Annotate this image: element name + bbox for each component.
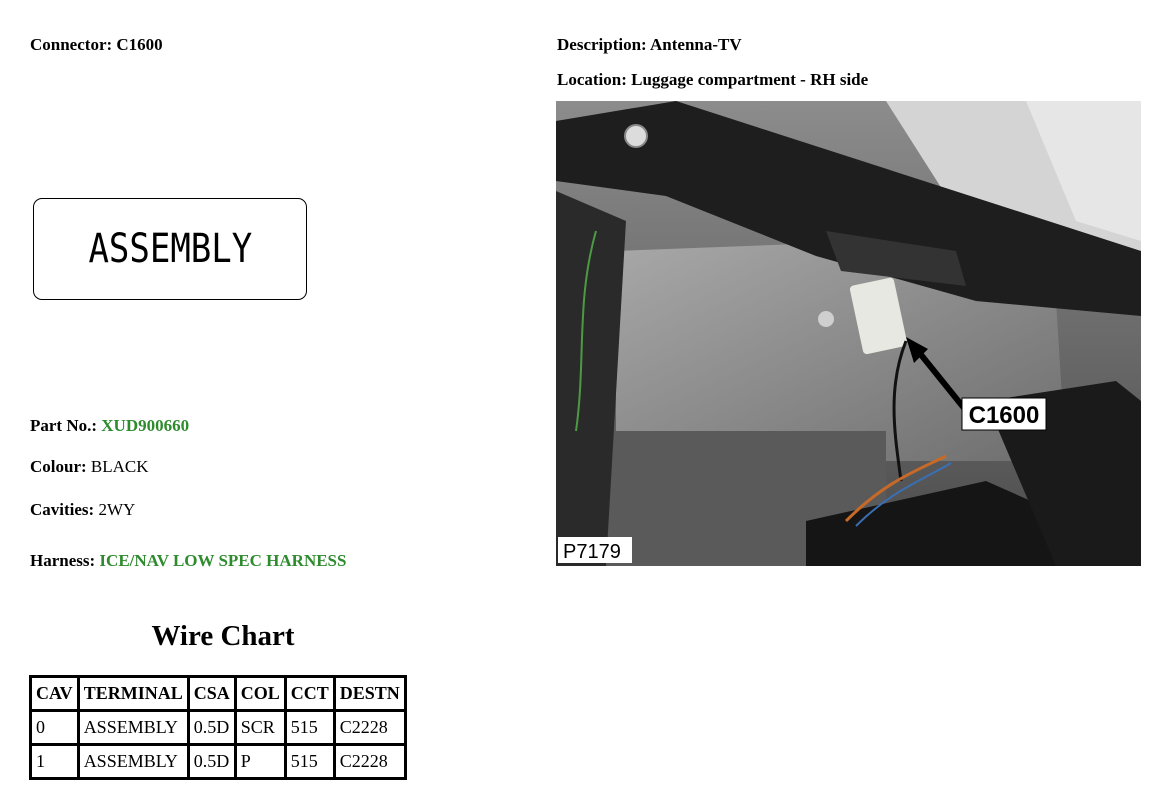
part-number-label: Part No.: (30, 416, 98, 435)
cell-cav: 1 (31, 745, 79, 779)
location-line (557, 70, 868, 90)
header-col: COL (235, 677, 285, 711)
location-photo (556, 101, 1141, 566)
wire-chart-title: Wire Chart (151, 620, 295, 652)
cavities-label: Cavities: (30, 500, 95, 519)
cell-cct: 515 (285, 745, 334, 779)
cell-destn: C2228 (334, 745, 405, 779)
cell-csa: 0.5D (188, 745, 235, 779)
cell-col: SCR (235, 711, 285, 745)
cavities-value: 2WY (98, 500, 136, 519)
cell-cav: 0 (31, 711, 79, 745)
cell-cct: 515 (285, 711, 334, 745)
assembly-text: ASSEMBLY (88, 226, 252, 272)
colour-value: BLACK (90, 457, 149, 476)
header-cav: CAV (31, 677, 79, 711)
connector-line (30, 35, 163, 55)
description-line (557, 35, 742, 55)
part-number-line (30, 416, 189, 436)
cell-destn: C2228 (334, 711, 405, 745)
colour-line (30, 457, 149, 477)
colour-label: Colour: (30, 457, 87, 476)
header-csa: CSA (188, 677, 235, 711)
wire-chart-table (29, 675, 407, 780)
wire-chart-header-row (31, 677, 406, 711)
header-cct: CCT (285, 677, 334, 711)
assembly-diagram-box (33, 198, 307, 300)
photo-code-text: P7179 (563, 541, 621, 563)
cell-csa: 0.5D (188, 711, 235, 745)
table-row (31, 711, 406, 745)
cell-col: P (235, 745, 285, 779)
harness-line (30, 551, 346, 571)
connector-value: C1600 (116, 35, 163, 54)
table-row (31, 745, 406, 779)
harness-label: Harness: (30, 551, 96, 570)
cell-terminal: ASSEMBLY (78, 745, 188, 779)
photo-callout-text: C1600 (968, 402, 1040, 429)
description-label: Description: (557, 35, 647, 54)
part-number-link[interactable]: XUD900660 (101, 416, 190, 435)
cell-terminal: ASSEMBLY (78, 711, 188, 745)
cavities-line (30, 500, 135, 520)
location-value: Luggage compartment - RH side (631, 70, 869, 89)
harness-link[interactable]: ICE/NAV LOW SPEC HARNESS (99, 551, 347, 570)
connector-label: Connector: (30, 35, 113, 54)
header-destn: DESTN (334, 677, 405, 711)
description-value: Antenna-TV (650, 35, 742, 54)
header-terminal: TERMINAL (78, 677, 188, 711)
location-label: Location: (557, 70, 627, 89)
